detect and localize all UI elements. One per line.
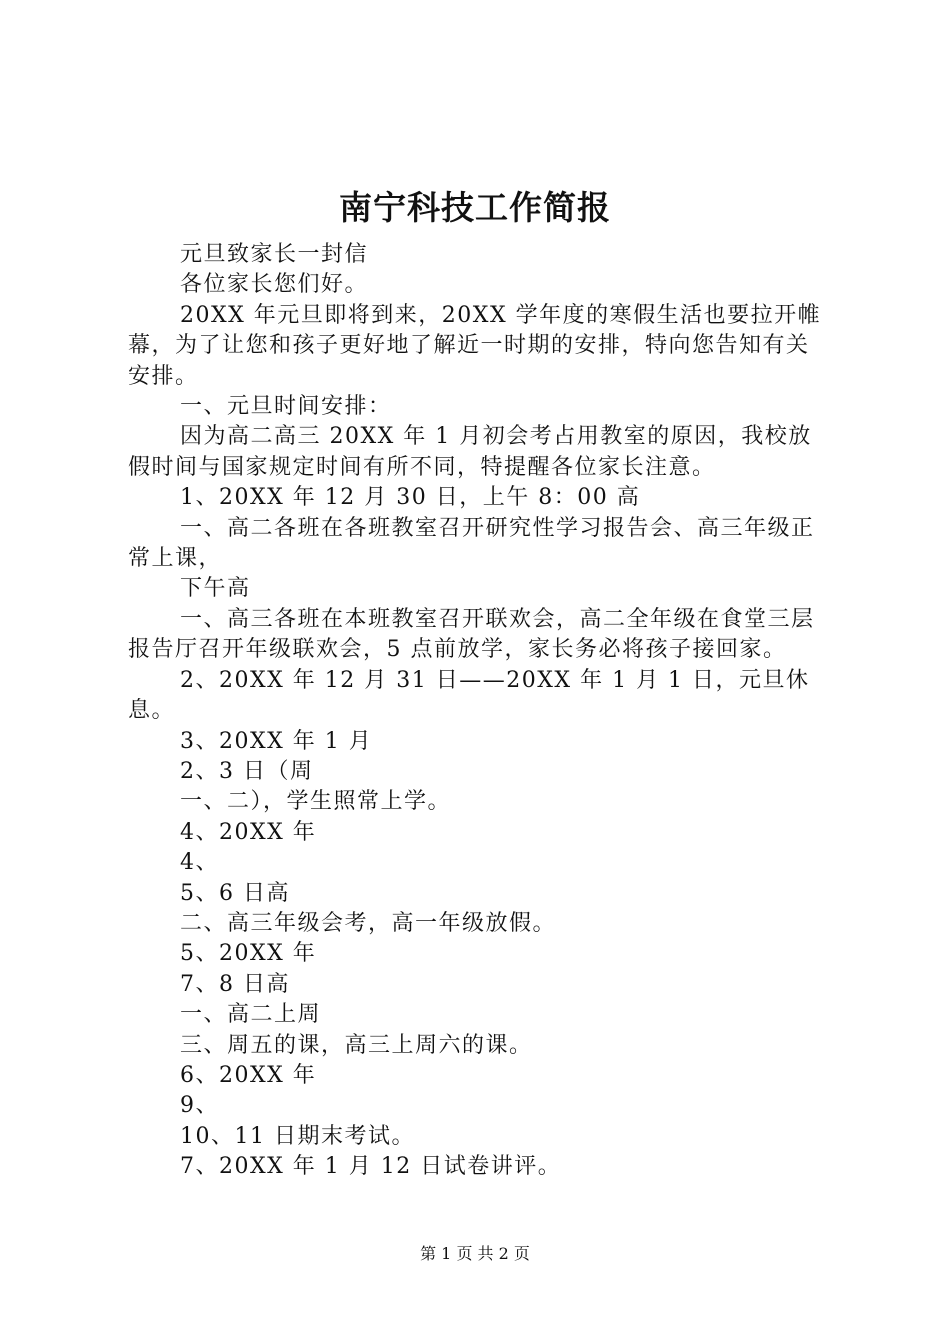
paragraph: 7、20XX 年 1 月 12 日试卷讲评。 [180,1154,562,1180]
paragraph: 2、20XX 年 12 月 31 日——20XX 年 1 月 1 日，元旦休息。 [128,667,810,724]
paragraph: 20XX 年元旦即将到来，20XX 学年度的寒假生活也要拉开帷幕，为了让您和孩子更好地了解近一时期的安排，特向您告知有关安排。 [128,302,822,389]
paragraph: 一、元旦时间安排： [180,394,392,420]
paragraph: 一、二），学生照常上学。 [180,789,452,815]
paragraph: 一、高二各班在各班教室召开研究性学习报告会、高三年级正常上课， [128,515,815,572]
paragraph: 各位家长您们好。 [180,272,369,298]
paragraph: 1、20XX 年 12 月 30 日，上午 8：00 高 [180,485,641,511]
paragraph: 3、20XX 年 1 月 [180,728,373,754]
paragraph: 5、6 日高 [180,880,290,906]
paragraph: 三、周五的课，高三上周六的课。 [180,1032,533,1058]
paragraph: 一、高二上周 [180,1002,322,1028]
paragraph: 6、20XX 年 [180,1062,317,1088]
paragraph: 2、3 日（周 [180,758,314,784]
paragraph: 10、11 日期末考试。 [180,1123,415,1149]
paragraph: 二、高三年级会考，高一年级放假。 [180,910,557,936]
paragraph: 下午高 [180,576,251,602]
paragraph: 9、 [180,1093,219,1119]
paragraph: 4、 [180,850,219,876]
page-footer: 第 1 页 共 2 页 [420,1244,530,1263]
paragraph: 7、8 日高 [180,971,290,997]
paragraph: 一、高三各班在本班教室召开联欢会，高二全年级在食堂三层报告厅召开年级联欢会，5 点前放学，家长务必将孩子接回家。 [128,606,815,663]
paragraph: 4、20XX 年 [180,819,317,845]
paragraph: 元旦致家长一封信 [180,242,369,267]
document-title: 南宁科技工作简报 [339,188,611,227]
paragraph: 5、20XX 年 [180,941,317,967]
paragraph: 因为高二高三 20XX 年 1 月初会考占用教室的原因，我校放假时间与国家规定时间有所不同，特提醒各位家长注意。 [128,424,812,480]
document-body [128,240,830,1183]
